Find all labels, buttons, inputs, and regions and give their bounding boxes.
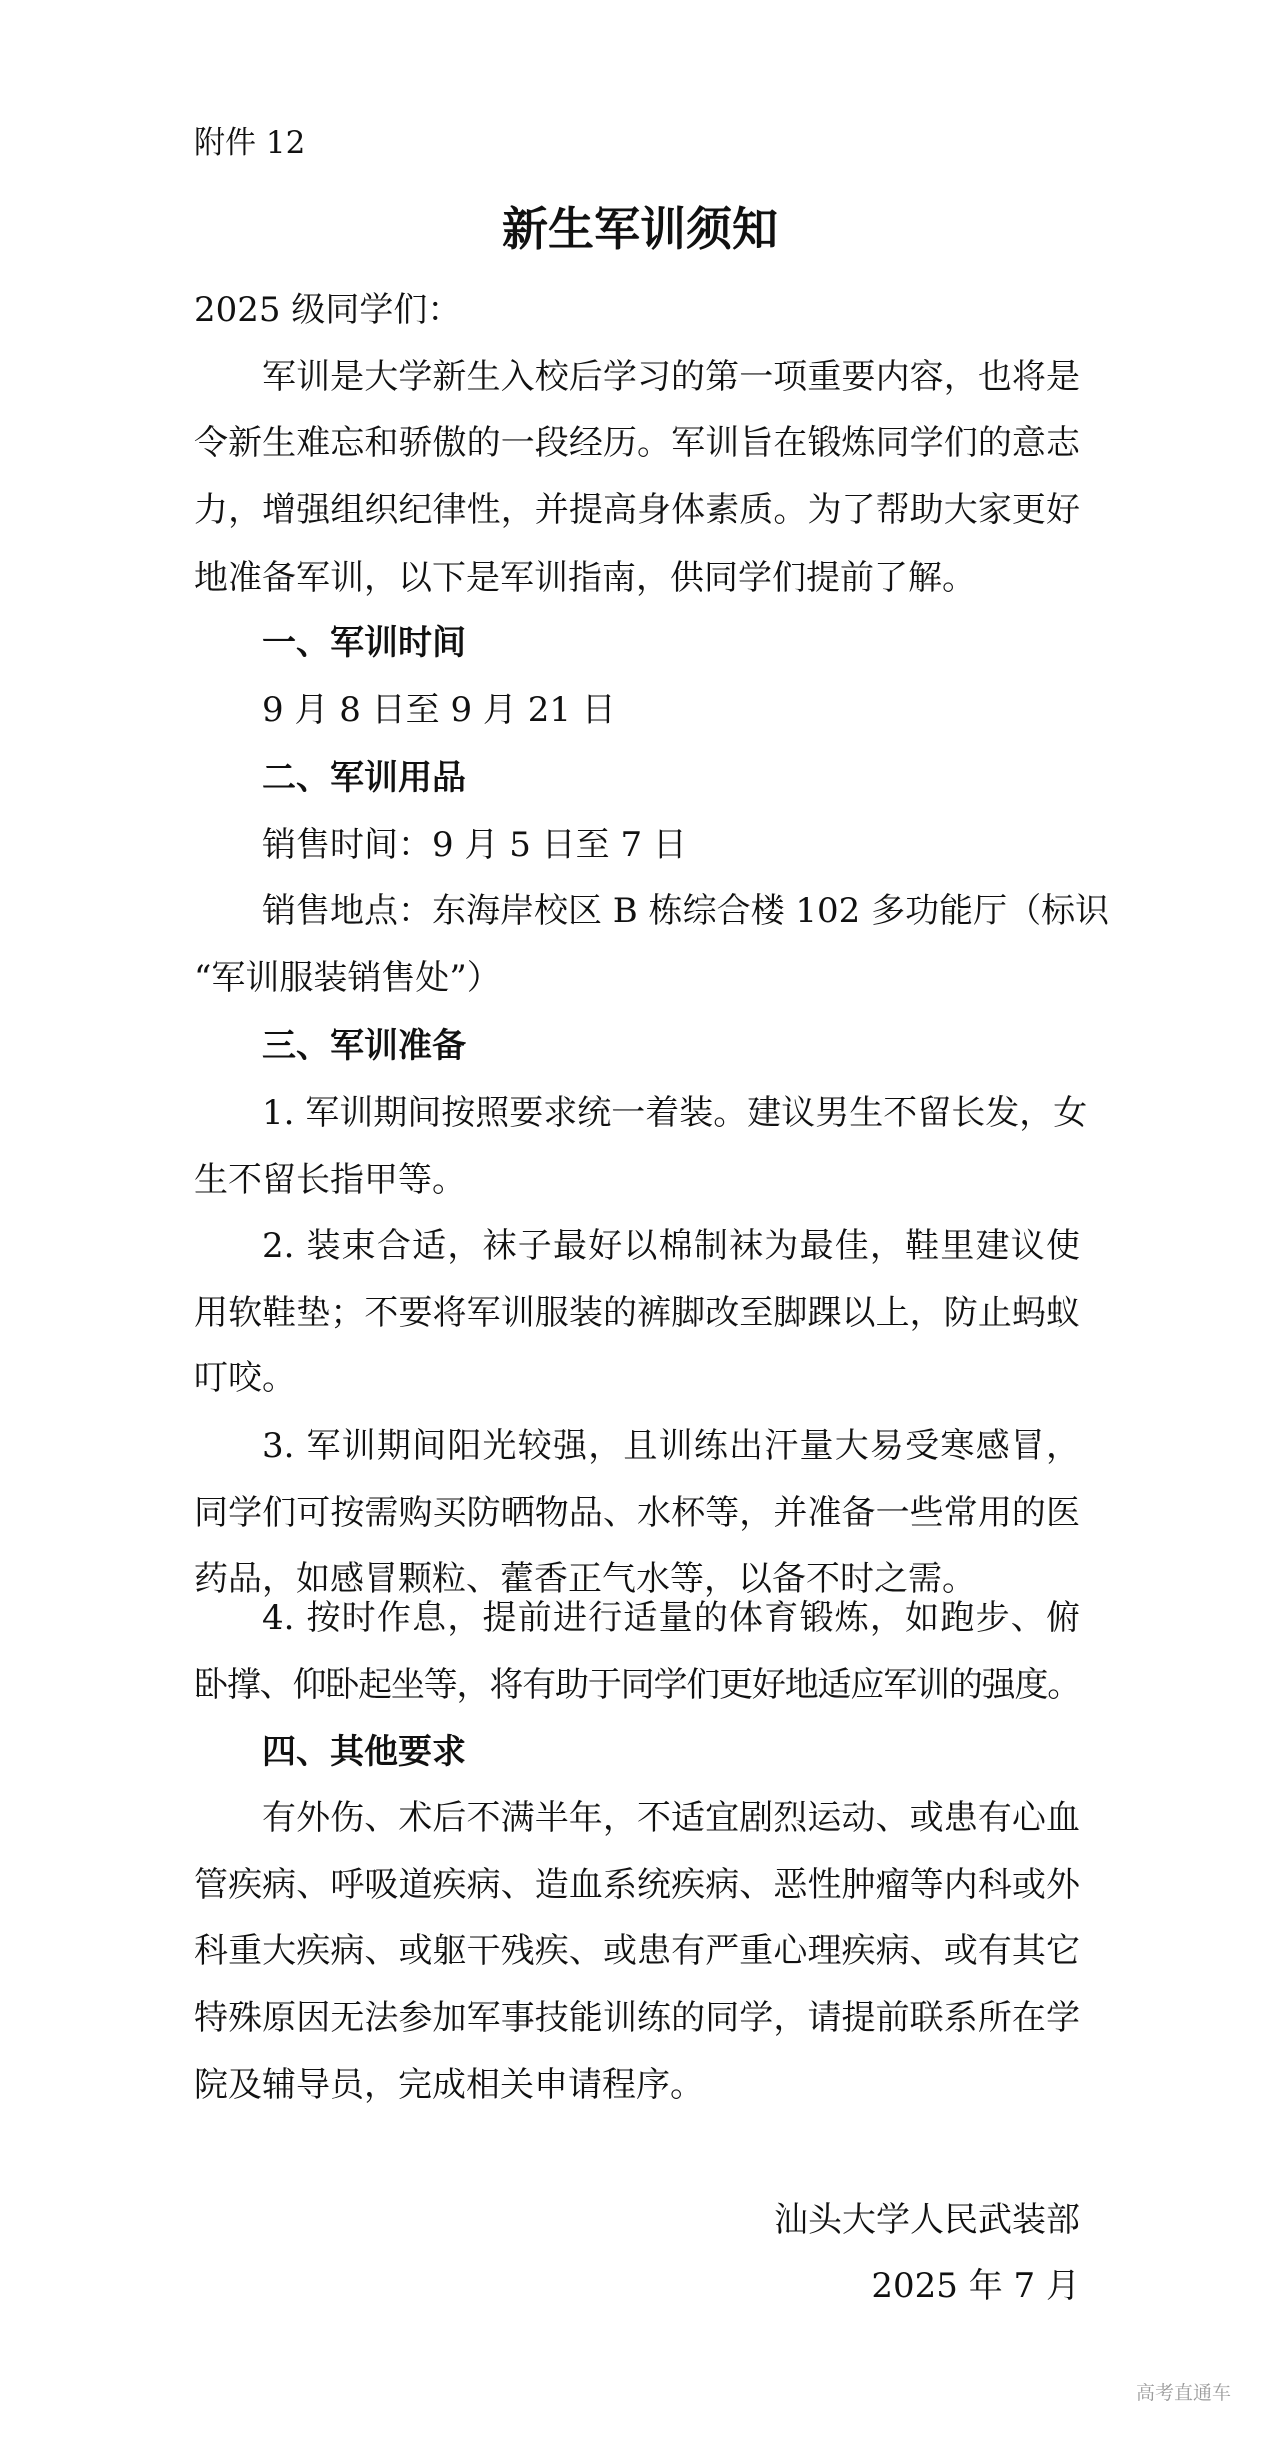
- intro-line: 军训是大学新生入校后学习的第一项重要内容，也将是: [262, 357, 1080, 397]
- intro-line: 地准备军训，以下是军训指南，供同学们提前了解。: [194, 558, 976, 598]
- paragraph-line: 卧撑、仰卧起坐等，将有助于同学们更好地适应军训的强度。: [194, 1665, 1080, 1705]
- paragraph-line: 3. 军训期间阳光较强，且训练出汗量大易受寒感冒，: [262, 1426, 1080, 1466]
- document-title: 新生军训须知: [502, 202, 778, 256]
- signature-date: 2025 年 7 月: [871, 2266, 1080, 2306]
- paragraph-line: 用软鞋垫；不要将军训服装的裤脚改至脚踝以上，防止蚂蚁: [194, 1293, 1080, 1333]
- paragraph-line: 科重大疾病、或躯干残疾、或患有严重心理疾病、或有其它: [194, 1931, 1080, 1971]
- paragraph-line: 生不留长指甲等。: [194, 1160, 466, 1200]
- paragraph-line: 院及辅导员，完成相关申请程序。: [194, 2065, 704, 2105]
- section-heading: 二、军训用品: [262, 758, 466, 798]
- paragraph-line: 叮咬。: [194, 1358, 296, 1398]
- intro-line: 力，增强组织纪律性，并提高身体素质。为了帮助大家更好: [194, 490, 1080, 530]
- intro-line: 令新生难忘和骄傲的一段经历。军训旨在锻炼同学们的意志: [194, 423, 1080, 463]
- paragraph-line: 管疾病、呼吸道疾病、造血系统疾病、恶性肿瘤等内科或外: [194, 1865, 1080, 1905]
- section-heading: 一、军训时间: [262, 623, 466, 663]
- section-heading: 三、军训准备: [262, 1026, 466, 1066]
- paragraph-line: 2. 装束合适，袜子最好以棉制袜为最佳，鞋里建议使: [262, 1226, 1080, 1266]
- paragraph-line: 销售时间：9 月 5 日至 7 日: [262, 825, 687, 865]
- paragraph-line: 4. 按时作息，提前进行适量的体育锻炼，如跑步、俯: [262, 1598, 1080, 1638]
- paragraph-line: 有外伤、术后不满半年，不适宜剧烈运动、或患有心血: [262, 1798, 1080, 1838]
- paragraph-line: 9 月 8 日至 9 月 21 日: [262, 690, 616, 730]
- paragraph-line: 销售地点：东海岸校区 B 栋综合楼 102 多功能厅（标识: [262, 891, 1110, 931]
- paragraph-line: 药品，如感冒颗粒、藿香正气水等，以备不时之需。: [194, 1559, 976, 1599]
- paragraph-line: “军训服装销售处”）: [194, 958, 501, 998]
- watermark: 高考直通车: [1136, 2382, 1232, 2404]
- paragraph-line: 特殊原因无法参加军事技能训练的同学，请提前联系所在学: [194, 1998, 1080, 2038]
- attachment-label: 附件 12: [194, 125, 306, 161]
- section-heading: 四、其他要求: [262, 1732, 466, 1772]
- paragraph-line: 同学们可按需购买防晒物品、水杯等，并准备一些常用的医: [194, 1493, 1080, 1533]
- paragraph-line: 1. 军训期间按照要求统一着装。建议男生不留长发，女: [262, 1093, 1088, 1133]
- greeting: 2025 级同学们：: [194, 290, 462, 330]
- signature-organization: 汕头大学人民武装部: [774, 2200, 1080, 2240]
